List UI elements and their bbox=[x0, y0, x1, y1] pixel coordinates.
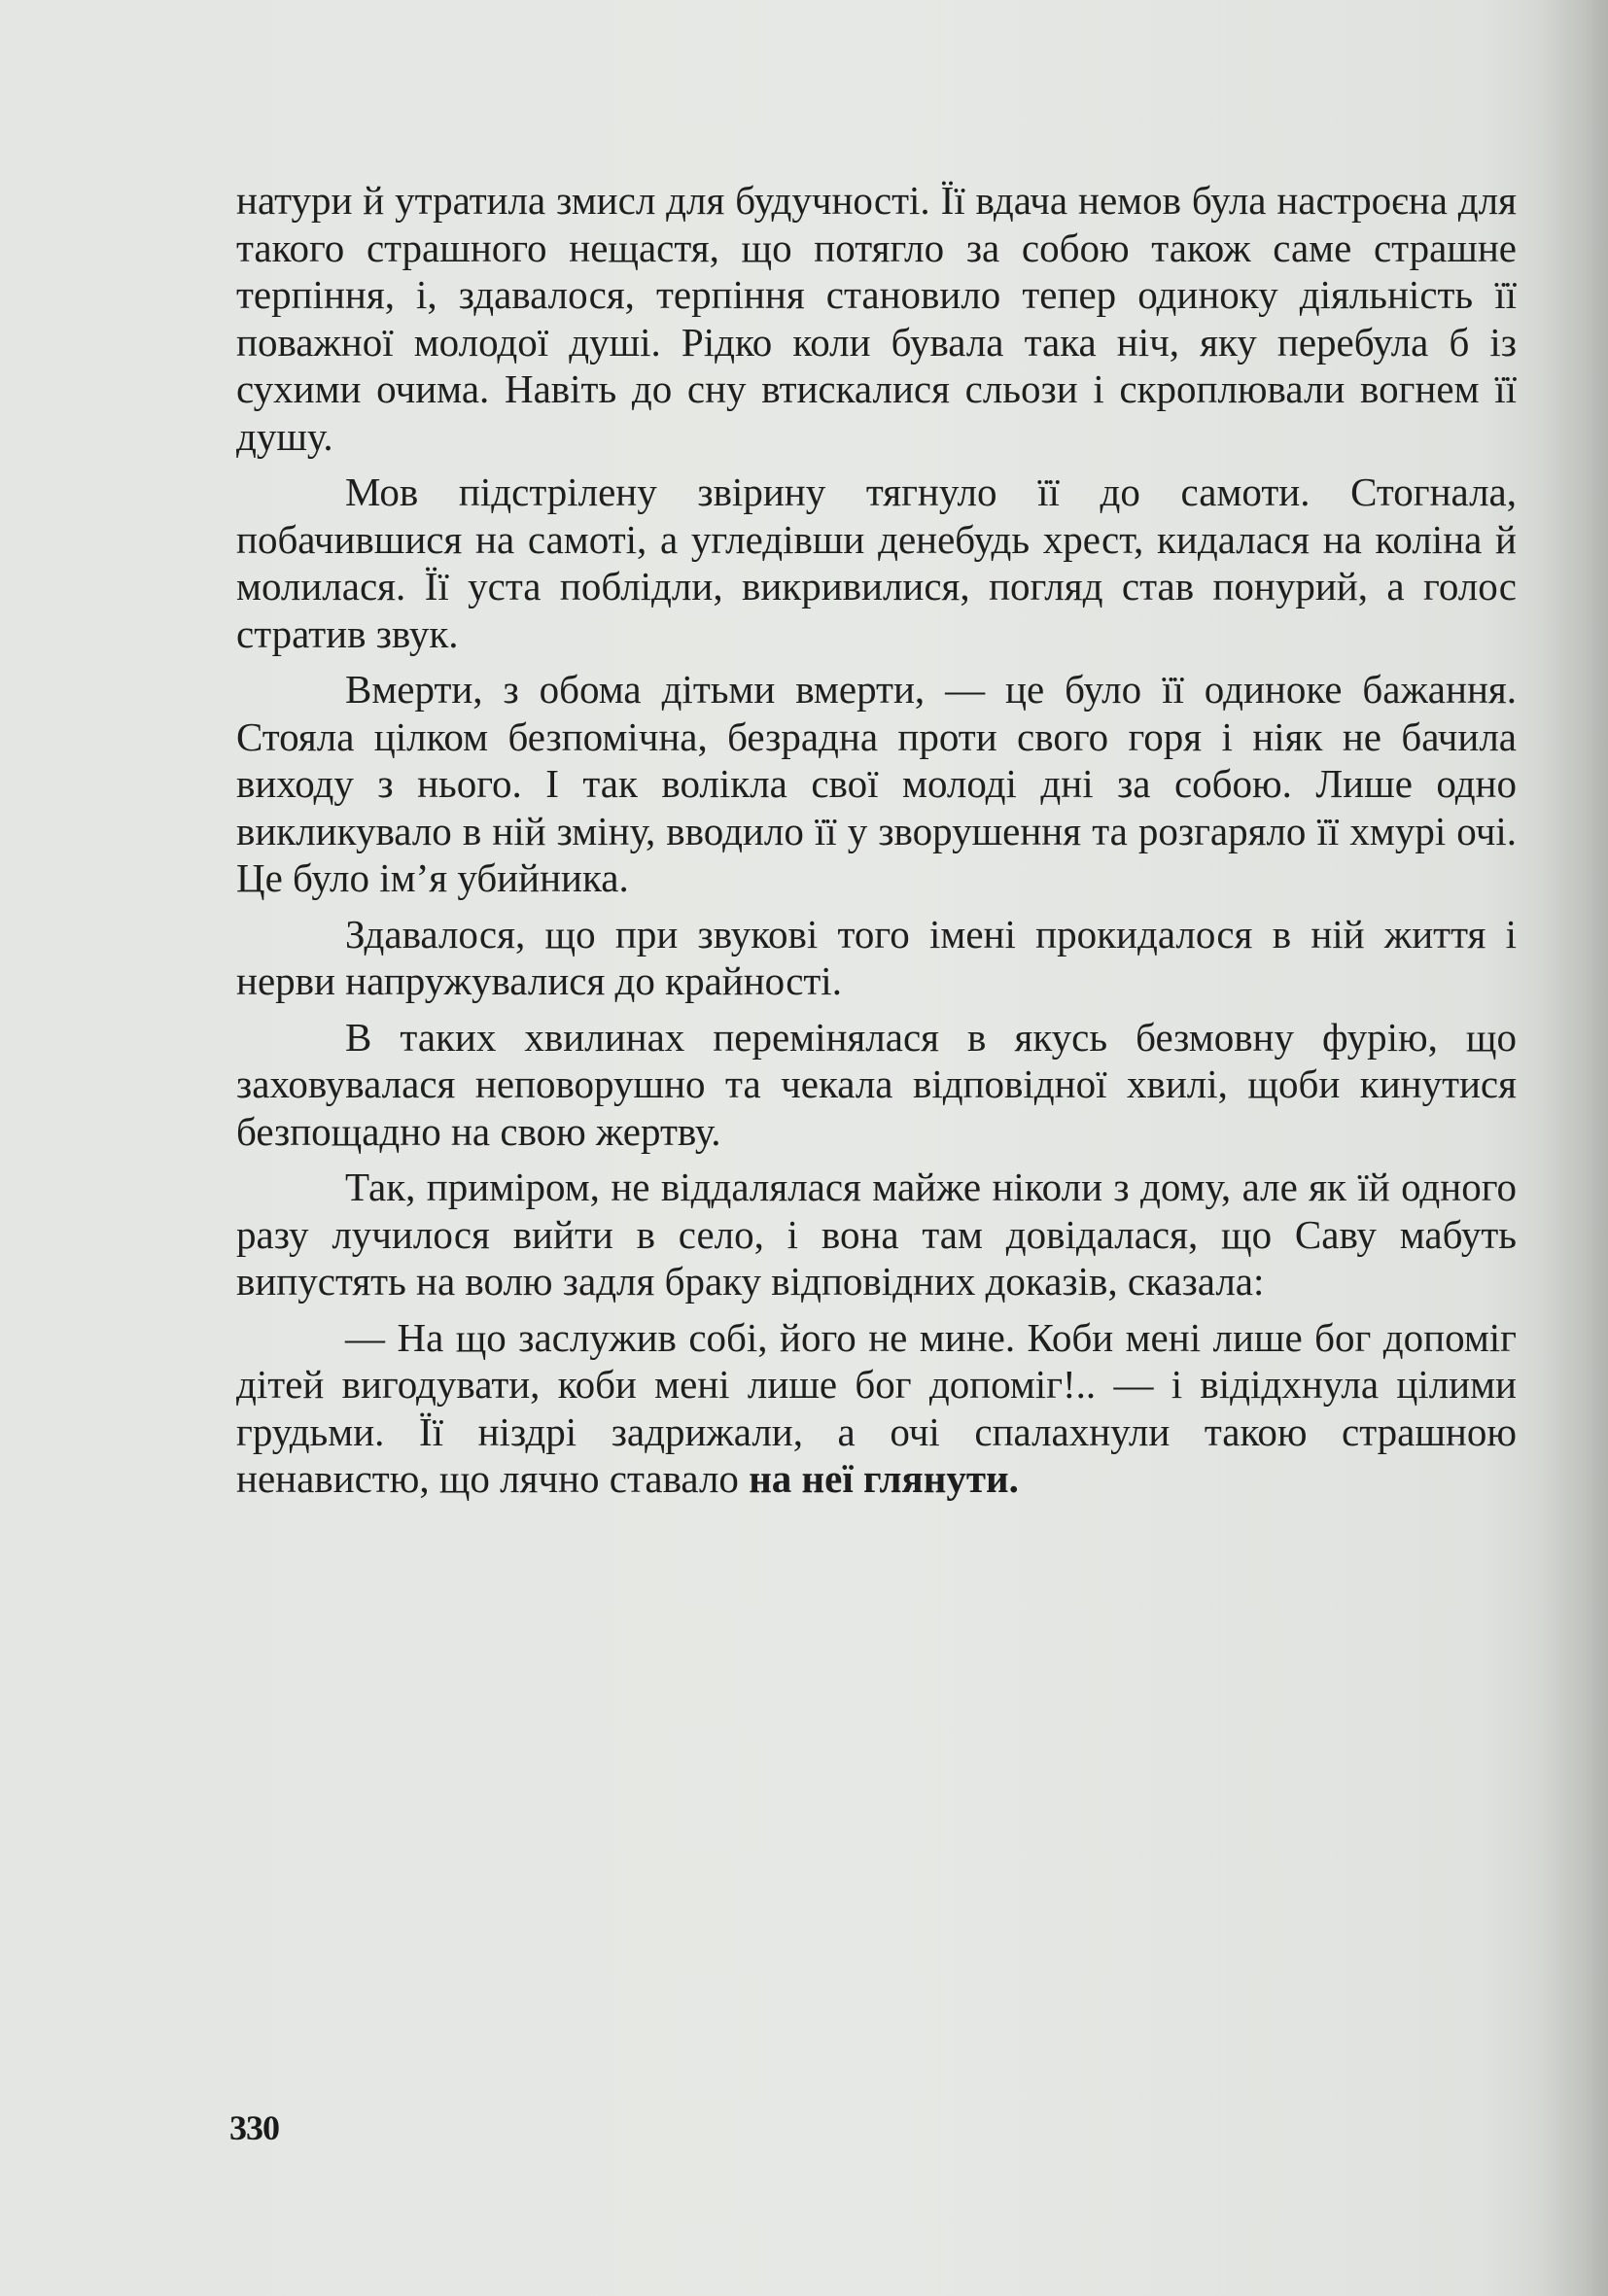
body-text bbox=[236, 177, 1517, 1512]
paragraph-6: Так, приміром, не віддалялася майже ніколи з дому, але як їй одного разу лучилося вийти в село, і вона там довідалася, що Саву мабуть випустять на волю задля браку відповідних доказів, сказала: bbox=[236, 1165, 1517, 1304]
paragraph-5: В таких хвилинах перемінялася в якусь безмовну фурію, що заховувалася неповорушно та чекала відповідної хвилі, щоби кинутися безпощадно на свою жертву. bbox=[236, 1014, 1517, 1154]
paragraph-7-main: — На що заслужив собі, його не мине. Коби мені лише бог допоміг дітей вигодувати, коби мені лише бог допоміг!.. — і відідхнула цілими грудьми. Її ніздрі задрижали, а очі спалахнули такою страшною ненавистю, що лячно ставало bbox=[236, 1314, 1517, 1501]
page-edge-shadow bbox=[1540, 0, 1608, 2296]
page-number: 330 bbox=[229, 2108, 279, 2147]
paragraph-3: Вмерти, з обома дітьми вмерти, — це було її одиноке бажання. Стояла цілком безпомічна, безрадна проти свого горя і ніяк не бачила виходу з нього. І так волікла свої молоді дні за собою. Лише одно викликувало в ній зміну, вводило її у зворушення та розгаряло її хмурі очі. Це було ім’я убийника. bbox=[236, 667, 1517, 900]
paragraph-4: Здавалося, що при звукові того імені прокидалося в ній життя і нерви напружувалися до крайності. bbox=[236, 911, 1517, 1003]
paragraph-7-tail: на неї глянути. bbox=[749, 1456, 1019, 1501]
paragraph-1: натури й утратила змисл для будучності. Її вдача немов була настроєна для такого страшного нещастя, що потягло за собою також саме страшне терпіння, і, здавалося, терпіння становило тепер одиноку діяльність її поважної молодої душі. Рідко коли бувала така ніч, яку перебула б із сухими очима. Навіть до сну втискалися сльози і скроплювали вогнем її душу. bbox=[236, 178, 1517, 459]
paragraph-2: Мов підстрілену звірину тягнуло її до самоти. Стогнала, побачившися на самоті, а угледівши денебудь хрест, кидалася на коліна й молилася. Її уста поблідли, викривилися, погляд став понурий, а голос стратив звук. bbox=[236, 470, 1517, 656]
paragraph-7 bbox=[236, 1314, 1517, 1503]
